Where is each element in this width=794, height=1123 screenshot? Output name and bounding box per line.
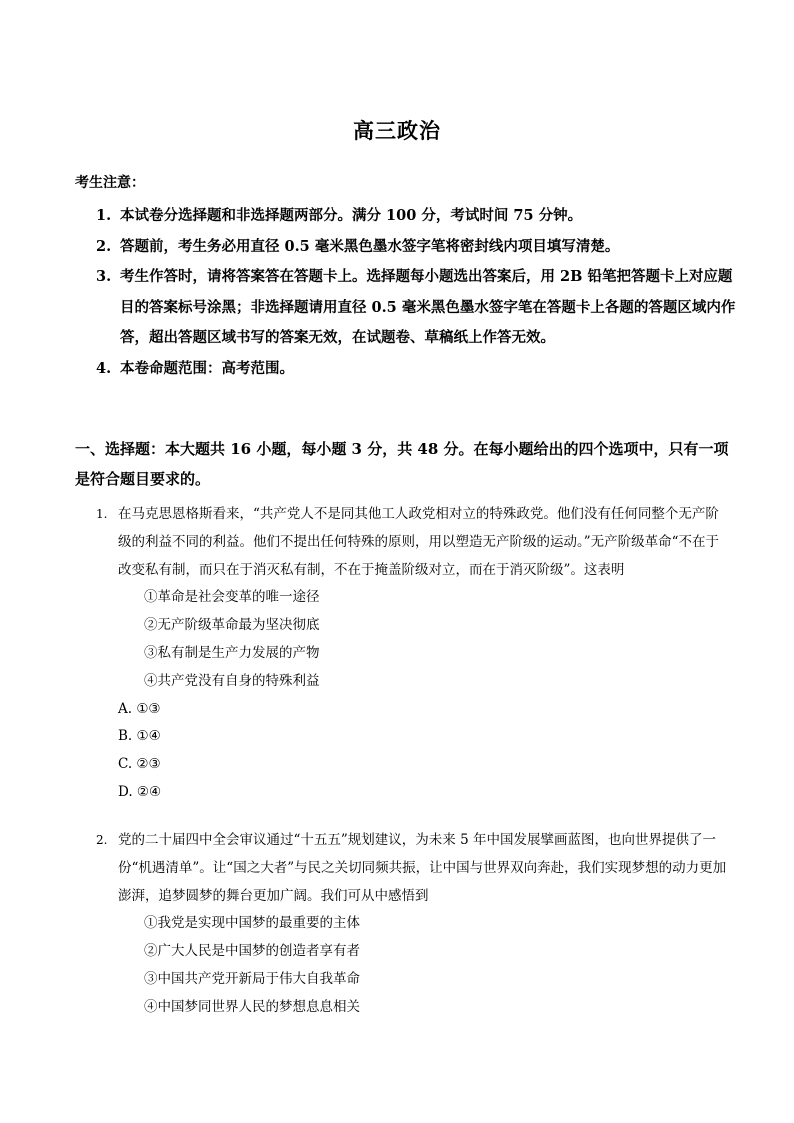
- statement: ④中国梦同世界人民的梦想息息相关: [144, 998, 360, 1015]
- notice-item-text: 答题前，考生务必用直径 0.5 毫米黑色墨水签字笔将密封线内项目填写清楚。: [120, 237, 620, 255]
- question-1: [96, 501, 732, 807]
- question-stem: 在马克思恩格斯看来，“共产党人不是同其他工人政党相对立的特殊政党。他们没有任何同整个无产阶级的利益不同的利益。他们不提出任何特殊的原则，用以塑造无产阶级的运动。”无产阶级革命“不在于改变私有制，而只在于消灭私有制，不在于掩盖阶级对立，而在于消灭阶级”。这表明: [118, 506, 720, 578]
- statement: ③私有制是生产力发展的产物: [144, 644, 320, 661]
- statement: ①革命是社会变革的唯一途径: [144, 589, 320, 606]
- statement: ①我党是实现中国梦的最重要的主体: [144, 915, 360, 932]
- statement: ②广大人民是中国梦的创造者享有者: [144, 943, 360, 960]
- statement: ②无产阶级革命最为坚决彻底: [144, 617, 320, 634]
- notice-item-number: 1.: [96, 207, 112, 224]
- notice-item-text: 考生作答时，请将答案答在答题卡上。选择题每小题选出答案后，用 2B 铅笔把答题卡上对应题目的答案标号涂黑；非选择题请用直径 0.5 毫米黑色墨水签字笔在答题卡上各题的答题区域内作答，超出答题区域书写的答案无效，在试题卷、草稿纸上作答无效。: [120, 268, 736, 346]
- question-number: 1.: [96, 507, 108, 521]
- notice-item-number: 2.: [96, 237, 112, 255]
- answer-option: B. ①④: [118, 728, 161, 745]
- notice-item: [96, 201, 736, 232]
- notice-item: [96, 262, 736, 354]
- notice-item-text: 本卷命题范围：高考范围。: [120, 359, 294, 377]
- question-stem: 党的二十届四中全会审议通过“十五五”规划建议，为未来 5 年中国发展擘画蓝图，也向世界提供了一份“机遇清单”。让“国之大者”与民之关切同频共振，让中国与世界双向奔赴，我们实现梦想的动力更加澎湃，追梦圆梦的舞台更加广阔。我们可从中感悟到: [118, 832, 727, 904]
- statement: ④共产党没有自身的特殊利益: [144, 672, 320, 689]
- notice-heading: 考生注意：: [75, 175, 145, 191]
- notice-item: [96, 232, 736, 263]
- answer-option: D. ②④: [118, 783, 162, 800]
- answer-option: A. ①③: [118, 700, 161, 717]
- question-2: [96, 827, 732, 1022]
- page-title: 高三政治: [353, 118, 441, 143]
- section-heading: 一、选择题：本大题共 16 小题，每小题 3 分，共 48 分。在每小题给出的四个选项中，只有一项是符合题目要求的。: [75, 440, 729, 488]
- notice-item-number: 3.: [96, 268, 112, 285]
- notice-item-text: 本试卷分选择题和非选择题两部分。满分 100 分，考试时间 75 分钟。: [120, 207, 583, 224]
- notice-item: [96, 354, 736, 385]
- answer-option: C. ②③: [118, 756, 161, 773]
- statement: ③中国共产党开新局于伟大自我革命: [144, 970, 360, 987]
- notice-item-number: 4.: [96, 359, 112, 377]
- question-number: 2.: [96, 833, 108, 847]
- notice-list: [96, 201, 736, 384]
